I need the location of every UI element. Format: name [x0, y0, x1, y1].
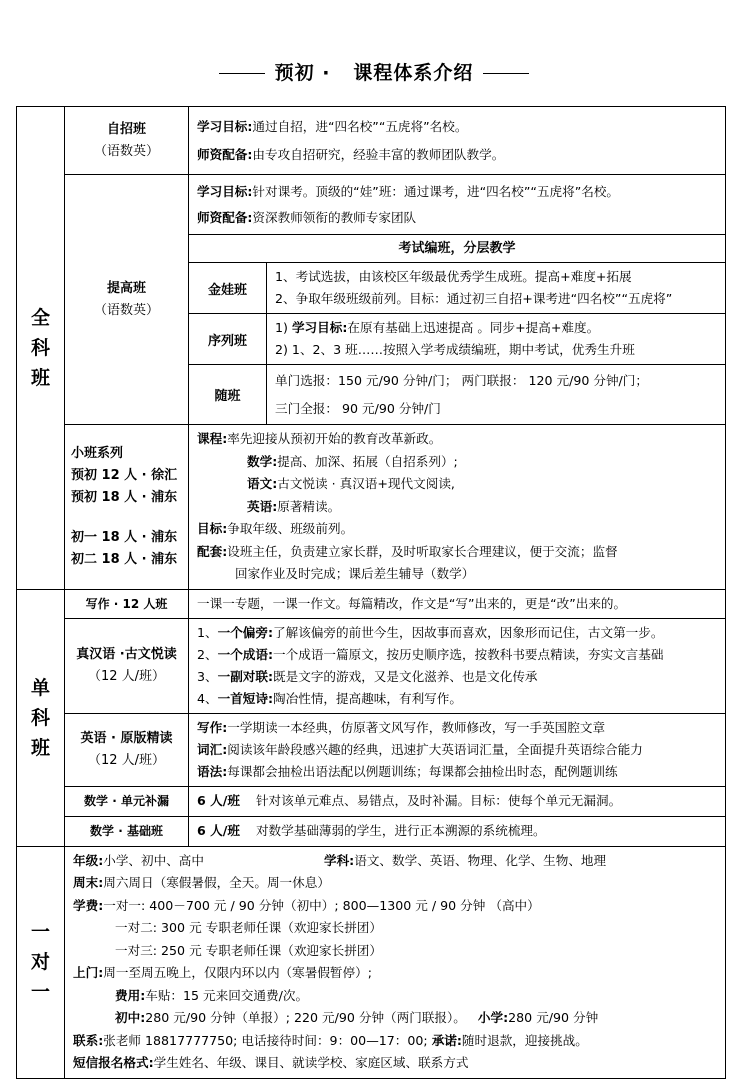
xulie-desc — [267, 314, 726, 365]
xiaoban-title: 小班系列 — [71, 445, 124, 461]
jinwa-desc — [267, 263, 726, 314]
zizhao-goal: 通过自招，进“四名校”“五虎将”名校。 — [252, 118, 468, 134]
contact-value: 张老师 18817777750; 电话接待时间：9：00—17：00; — [103, 1032, 428, 1048]
shuxue1-size: 6 人/班 — [197, 793, 240, 808]
xiaoban-desc — [189, 425, 726, 590]
xulie-line1-label: 学习目标: — [291, 320, 348, 335]
zizhao-goal-label: 学习目标: — [197, 118, 253, 134]
zhy-line2-prefix: 2、 — [197, 646, 218, 662]
primary-value: 280 元/90 分钟 — [508, 1010, 599, 1025]
visit-value: 周一至周五晚上，仅限内环以内（寒暑假暂停）; — [103, 965, 372, 980]
xiaoban-config2: 回家作业及时完成；课后差生辅导（数学） — [235, 566, 475, 581]
weekend-label: 周末: — [73, 875, 104, 890]
tigao-goal-label: 学习目标: — [197, 183, 253, 199]
section-yiduiyi — [17, 846, 65, 1078]
xiaoban-course-label: 课程: — [197, 431, 228, 446]
row-zhenhanyu — [17, 618, 726, 713]
class-yingyu — [65, 713, 189, 786]
class-yingyu-name: 英语 · 原版精读 — [80, 730, 173, 746]
zizhao-teacher: 由专攻自招研究，经验丰富的教师团队教学。 — [252, 146, 505, 162]
xiaoban-item-2: 预初 18 人 · 浦东 — [71, 489, 178, 505]
section-danke-char1: 单 — [30, 676, 50, 699]
section-yiduiyi-char3: 一 — [30, 981, 50, 1003]
shuxue2-desc — [189, 816, 726, 846]
xulie-line1-prefix: 1) — [275, 320, 288, 335]
exam-grouping-header: 考试编班，分层教学 — [189, 235, 726, 263]
fee-1to1: 一对一: 400－700 元 / 90 分钟（初中）; 800—1300 元 / 90 分钟 （高中） — [103, 897, 540, 913]
fee-1to3: 一对三: 250 元 专职老师任课（欢迎家长拼团） — [115, 942, 382, 958]
zhy-line3-text: 既是文字的游戏，又是文化滋养、也是文化传承 — [273, 668, 538, 684]
zhy-line1-label: 一个偏旁: — [217, 624, 274, 640]
section-yiduiyi-char1: 一 — [30, 921, 50, 943]
jinwa-line2: 2、争取年级班级前列。目标：通过初三自招+课考进“四名校”“五虎将” — [275, 291, 673, 306]
tigao-teacher: 资深教师领衔的教师专家团队 — [252, 209, 417, 225]
contact-label: 联系: — [73, 1032, 104, 1048]
xiaoban-english-label: 英语: — [247, 498, 278, 514]
class-shuxue-jichu: 数学 · 基础班 — [65, 816, 189, 846]
junior-value: 280 元/90 分钟（单报）; 220 元/90 分钟（两门联报）。 — [145, 1010, 466, 1025]
yy-line3-label: 语法: — [197, 763, 228, 779]
title-left-rule — [219, 73, 265, 74]
suiban-class-name: 随班 — [189, 365, 267, 425]
class-zizhao — [65, 107, 189, 175]
shuxue2-text: 对数学基础薄弱的学生，进行正本溯源的系统梳理。 — [255, 823, 546, 838]
yingyu-desc — [189, 713, 726, 786]
xiaoban-item-3: 初一 18 人 · 浦东 — [71, 529, 178, 545]
zizhao-desc — [189, 107, 726, 175]
zhy-line2-label: 一个成语: — [217, 646, 274, 662]
zhenhanyu-desc — [189, 618, 726, 713]
section-quanke-char3: 班 — [30, 366, 50, 389]
xiaoban-list — [65, 425, 189, 590]
promise-label: 承诺: — [431, 1032, 462, 1048]
xiaoban-item-4: 初二 18 人 · 浦东 — [71, 551, 178, 567]
jinwa-class-name: 金娃班 — [189, 263, 267, 314]
grade-label: 年级: — [73, 852, 104, 868]
row-tigao-goal — [17, 175, 726, 235]
row-xiaoban — [17, 425, 726, 590]
subject-label: 学科: — [323, 852, 355, 868]
class-zhenhanyu — [65, 618, 189, 713]
xiaoban-chinese-label: 语文: — [247, 476, 278, 491]
class-zizhao-name: 自招班 — [106, 121, 146, 137]
yiduiyi-desc — [65, 846, 726, 1078]
yy-line1-text: 一学期读一本经典，仿原著文风写作，教师修改，写一手英国腔文章 — [227, 719, 606, 735]
jinwa-line1: 1、考试选拔，由该校区年级最优秀学生成班。提高+难度+拓展 — [275, 269, 632, 284]
class-xiezuo: 写作 · 12 人班 — [65, 589, 189, 618]
xulie-line2: 2) 1、2、3 班……按照入学考成绩编班，期中考试，优秀生升班 — [275, 342, 635, 357]
class-zhenhanyu-sub: （12 人/班） — [87, 668, 166, 684]
xiaoban-item-1: 预初 12 人 · 徐汇 — [71, 467, 178, 483]
xiaoban-target: 争取年级、班级前列。 — [227, 521, 354, 536]
suiban-line1: 单门选报：150 元/90 分钟/门； 两门联报： 120 元/90 分钟/门； — [275, 372, 648, 388]
xiaoban-math: 提高、加深、拓展（自招系列）; — [277, 453, 458, 469]
weekend-value: 周六周日（寒假暑假，全天。周一休息） — [103, 875, 330, 890]
row-shuxue1 — [17, 786, 726, 816]
zhy-line1-text: 了解该偏旁的前世今生，因故事而喜欢，因象形而记住，古文第一步。 — [273, 624, 664, 640]
tigao-goal: 针对课考。顶级的“娃”班：通过课考，进“四名校”“五虎将”名校。 — [252, 183, 620, 199]
yy-line3-text: 每课都会抽检出语法配以例题训练；每课都会抽检出时态，配例题训练 — [227, 763, 618, 779]
zhy-line4-text: 陶冶性情，提高趣味，有利写作。 — [273, 690, 462, 706]
class-tigao-sub: （语数英） — [93, 302, 159, 318]
title-right-rule — [483, 73, 529, 74]
section-danke-char3: 班 — [30, 736, 50, 759]
fee-1to2: 一对二: 300 元 专职老师任课（欢迎家长拼团） — [115, 920, 382, 935]
xiaoban-math-label: 数学: — [247, 453, 278, 469]
tigao-teacher-label: 师资配备: — [197, 209, 253, 225]
suiban-desc — [267, 365, 726, 425]
xiaoban-config1: 设班主任，负责建立家长群，及时听取家长合理建议，便于交流；监督 — [227, 543, 618, 559]
cost-label: 费用: — [115, 987, 146, 1003]
yy-line2-text: 阅读该年龄段感兴趣的经典，迅速扩大英语词汇量，全面提升英语综合能力 — [227, 741, 643, 757]
sms-value: 学生姓名、年级、课目、就读学校、家庭区域、联系方式 — [153, 1055, 469, 1070]
yy-line1-label: 写作: — [197, 719, 228, 735]
zhy-line4-label: 一首短诗: — [217, 690, 274, 706]
xiaoban-english: 原著精读。 — [277, 498, 341, 514]
class-tigao-name: 提高班 — [106, 280, 146, 296]
section-quanke-char1: 全 — [30, 306, 50, 329]
shuxue1-text: 针对该单元难点、易错点，及时补漏。目标：使每个单元无漏洞。 — [255, 793, 622, 808]
tigao-desc — [189, 175, 726, 235]
zhy-line3-label: 一副对联: — [217, 668, 274, 684]
shuxue1-desc — [189, 786, 726, 816]
class-yingyu-sub: （12 人/班） — [87, 752, 166, 768]
section-danke-char2: 科 — [30, 706, 50, 729]
class-shuxue-buluo: 数学 · 单元补漏 — [65, 786, 189, 816]
junior-label: 初中: — [115, 1010, 146, 1025]
row-shuxue2 — [17, 816, 726, 846]
zizhao-teacher-label: 师资配备: — [197, 146, 253, 162]
xiaoban-config-label: 配套: — [197, 543, 228, 559]
grade-value: 小学、初中、高中 — [103, 852, 204, 868]
zhy-line2-text: 一个成语一篇原文，按历史顺序选，按教科书要点精读，夯实文言基础 — [273, 646, 664, 662]
title-main: 课程体系介绍 — [353, 62, 474, 84]
suiban-line2: 三门全报： 90 元/90 分钟/门 — [275, 400, 441, 416]
class-tigao — [65, 175, 189, 425]
row-zizhao — [17, 107, 726, 175]
xulie-class-name: 序列班 — [189, 314, 267, 365]
xiaoban-target-label: 目标: — [197, 521, 228, 536]
promise-value: 随时退款，迎接挑战。 — [461, 1032, 588, 1048]
yy-line2-label: 词汇: — [197, 741, 228, 757]
zhy-line3-prefix: 3、 — [197, 668, 218, 684]
class-zizhao-sub: （语数英） — [93, 143, 159, 159]
xiezuo-desc: 一课一专题，一课一作文。每篇精改，作文是“写”出来的，更是“改”出来的。 — [189, 589, 726, 618]
section-danke — [17, 589, 65, 846]
row-xiezuo — [17, 589, 726, 618]
row-yingyu — [17, 713, 726, 786]
section-quanke-char2: 科 — [30, 336, 50, 359]
zhy-line1-prefix: 1、 — [197, 624, 218, 640]
zhy-line4-prefix: 4、 — [197, 690, 218, 706]
title-dot: · — [322, 62, 331, 84]
primary-label: 小学: — [477, 1010, 509, 1025]
xulie-line1: 在原有基础上迅速提高 。同步+提高+难度。 — [347, 320, 600, 335]
row-yiduiyi — [17, 846, 726, 1078]
fee-label: 学费: — [73, 897, 104, 913]
section-yiduiyi-char2: 对 — [30, 951, 50, 973]
class-zhenhanyu-name: 真汉语 ·古文悦读 — [76, 646, 177, 662]
xiaoban-chinese: 古文悦读 · 真汉语+现代文阅读, — [277, 476, 455, 491]
title-prefix: 预初 — [274, 62, 315, 84]
cost-value: 车贴：15 元来回交通费/次。 — [145, 987, 309, 1003]
sms-label: 短信报名格式: — [73, 1055, 154, 1070]
visit-label: 上门: — [73, 965, 104, 980]
section-quanke — [17, 107, 65, 590]
course-table — [16, 106, 726, 1079]
subject-value: 语文、数学、英语、物理、化学、生物、地理 — [354, 852, 607, 868]
shuxue2-size: 6 人/班 — [197, 823, 240, 838]
page-title — [0, 58, 748, 85]
xiaoban-course: 率先迎接从预初开始的教育改革新政。 — [227, 431, 442, 446]
